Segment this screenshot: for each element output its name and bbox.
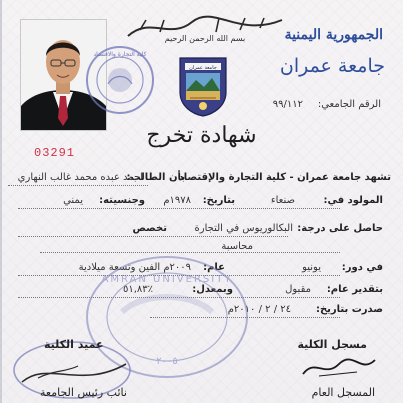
average-label: وبمعدل: — [192, 284, 233, 295]
birth-date: ١٩٧٨م — [163, 195, 191, 206]
session-label: في دور: — [341, 262, 383, 273]
republic-title: الجمهورية اليمنية — [284, 27, 383, 43]
grade-label: بتقدير عام: — [326, 284, 383, 295]
birth-date-label: بتاريخ: — [202, 195, 235, 206]
university-vice-president-label: نائب رئيس الجامعة — [40, 386, 127, 399]
bismillah-calligraphy — [120, 10, 290, 44]
emblem-text: جامعة عمران — [189, 65, 217, 71]
degree: البكالوريوس في التجارة — [194, 223, 293, 234]
born-line — [18, 208, 340, 209]
university-seal-year: ٢٠٠٥ — [156, 356, 178, 367]
serial-number: 03291 — [34, 146, 76, 160]
university-name: جامعة عمران — [279, 55, 385, 77]
student-name: احمد عبده محمد غالب النهاري — [17, 172, 143, 183]
university-emblem — [176, 54, 230, 118]
average: ٥١,٨٣٪ — [122, 284, 153, 295]
major-label: تخصص — [132, 223, 167, 234]
born-label: المولود في: — [323, 195, 383, 206]
faculty-seal — [84, 44, 156, 116]
major: محاسبة — [221, 241, 253, 252]
session: يونيو — [302, 262, 321, 273]
student-label: بأن الطالب: — [126, 172, 185, 183]
university-seal-text: AMRAN UNIVERSITY — [101, 274, 233, 285]
graduation-year: ٢٠٠٩م الفين وتسعة ميلادية — [78, 262, 191, 273]
issued-label: صدرت بتاريخ: — [315, 304, 383, 315]
dean-signature-label: عميد الكلية — [44, 338, 104, 351]
college-registrar-label: مسجل الكلية — [297, 338, 367, 351]
degree-line — [18, 236, 288, 237]
born-place: صنعاء — [270, 195, 295, 206]
bismillah-text: بسم الله الرحمن الرحيم — [164, 34, 246, 43]
degree-label: حاصل على درجة: — [297, 223, 383, 234]
attestation-text: تشهد جامعة عمران - كلية التجارة والإقتصاد — [178, 172, 391, 183]
year-label: عام: — [203, 262, 225, 273]
general-registrar-label: المسجل العام — [311, 386, 375, 399]
faculty-seal-text: كلية التجارة والاقتصاد — [93, 51, 147, 58]
nationality: يمني — [63, 195, 83, 206]
issued-date: ٢٤ / ٢ / ٢٠١٠م — [227, 304, 291, 315]
registrar-signature — [299, 352, 379, 382]
certificate-title: شهادة تخرج — [146, 123, 257, 148]
registration-label: الرقم الجامعي: — [317, 99, 381, 110]
nationality-label: وجنسيته: — [99, 195, 145, 206]
registration-number: ٩٩/١١٢ — [272, 99, 303, 110]
student-name-line — [8, 185, 148, 186]
grade: مقبول — [285, 284, 311, 295]
